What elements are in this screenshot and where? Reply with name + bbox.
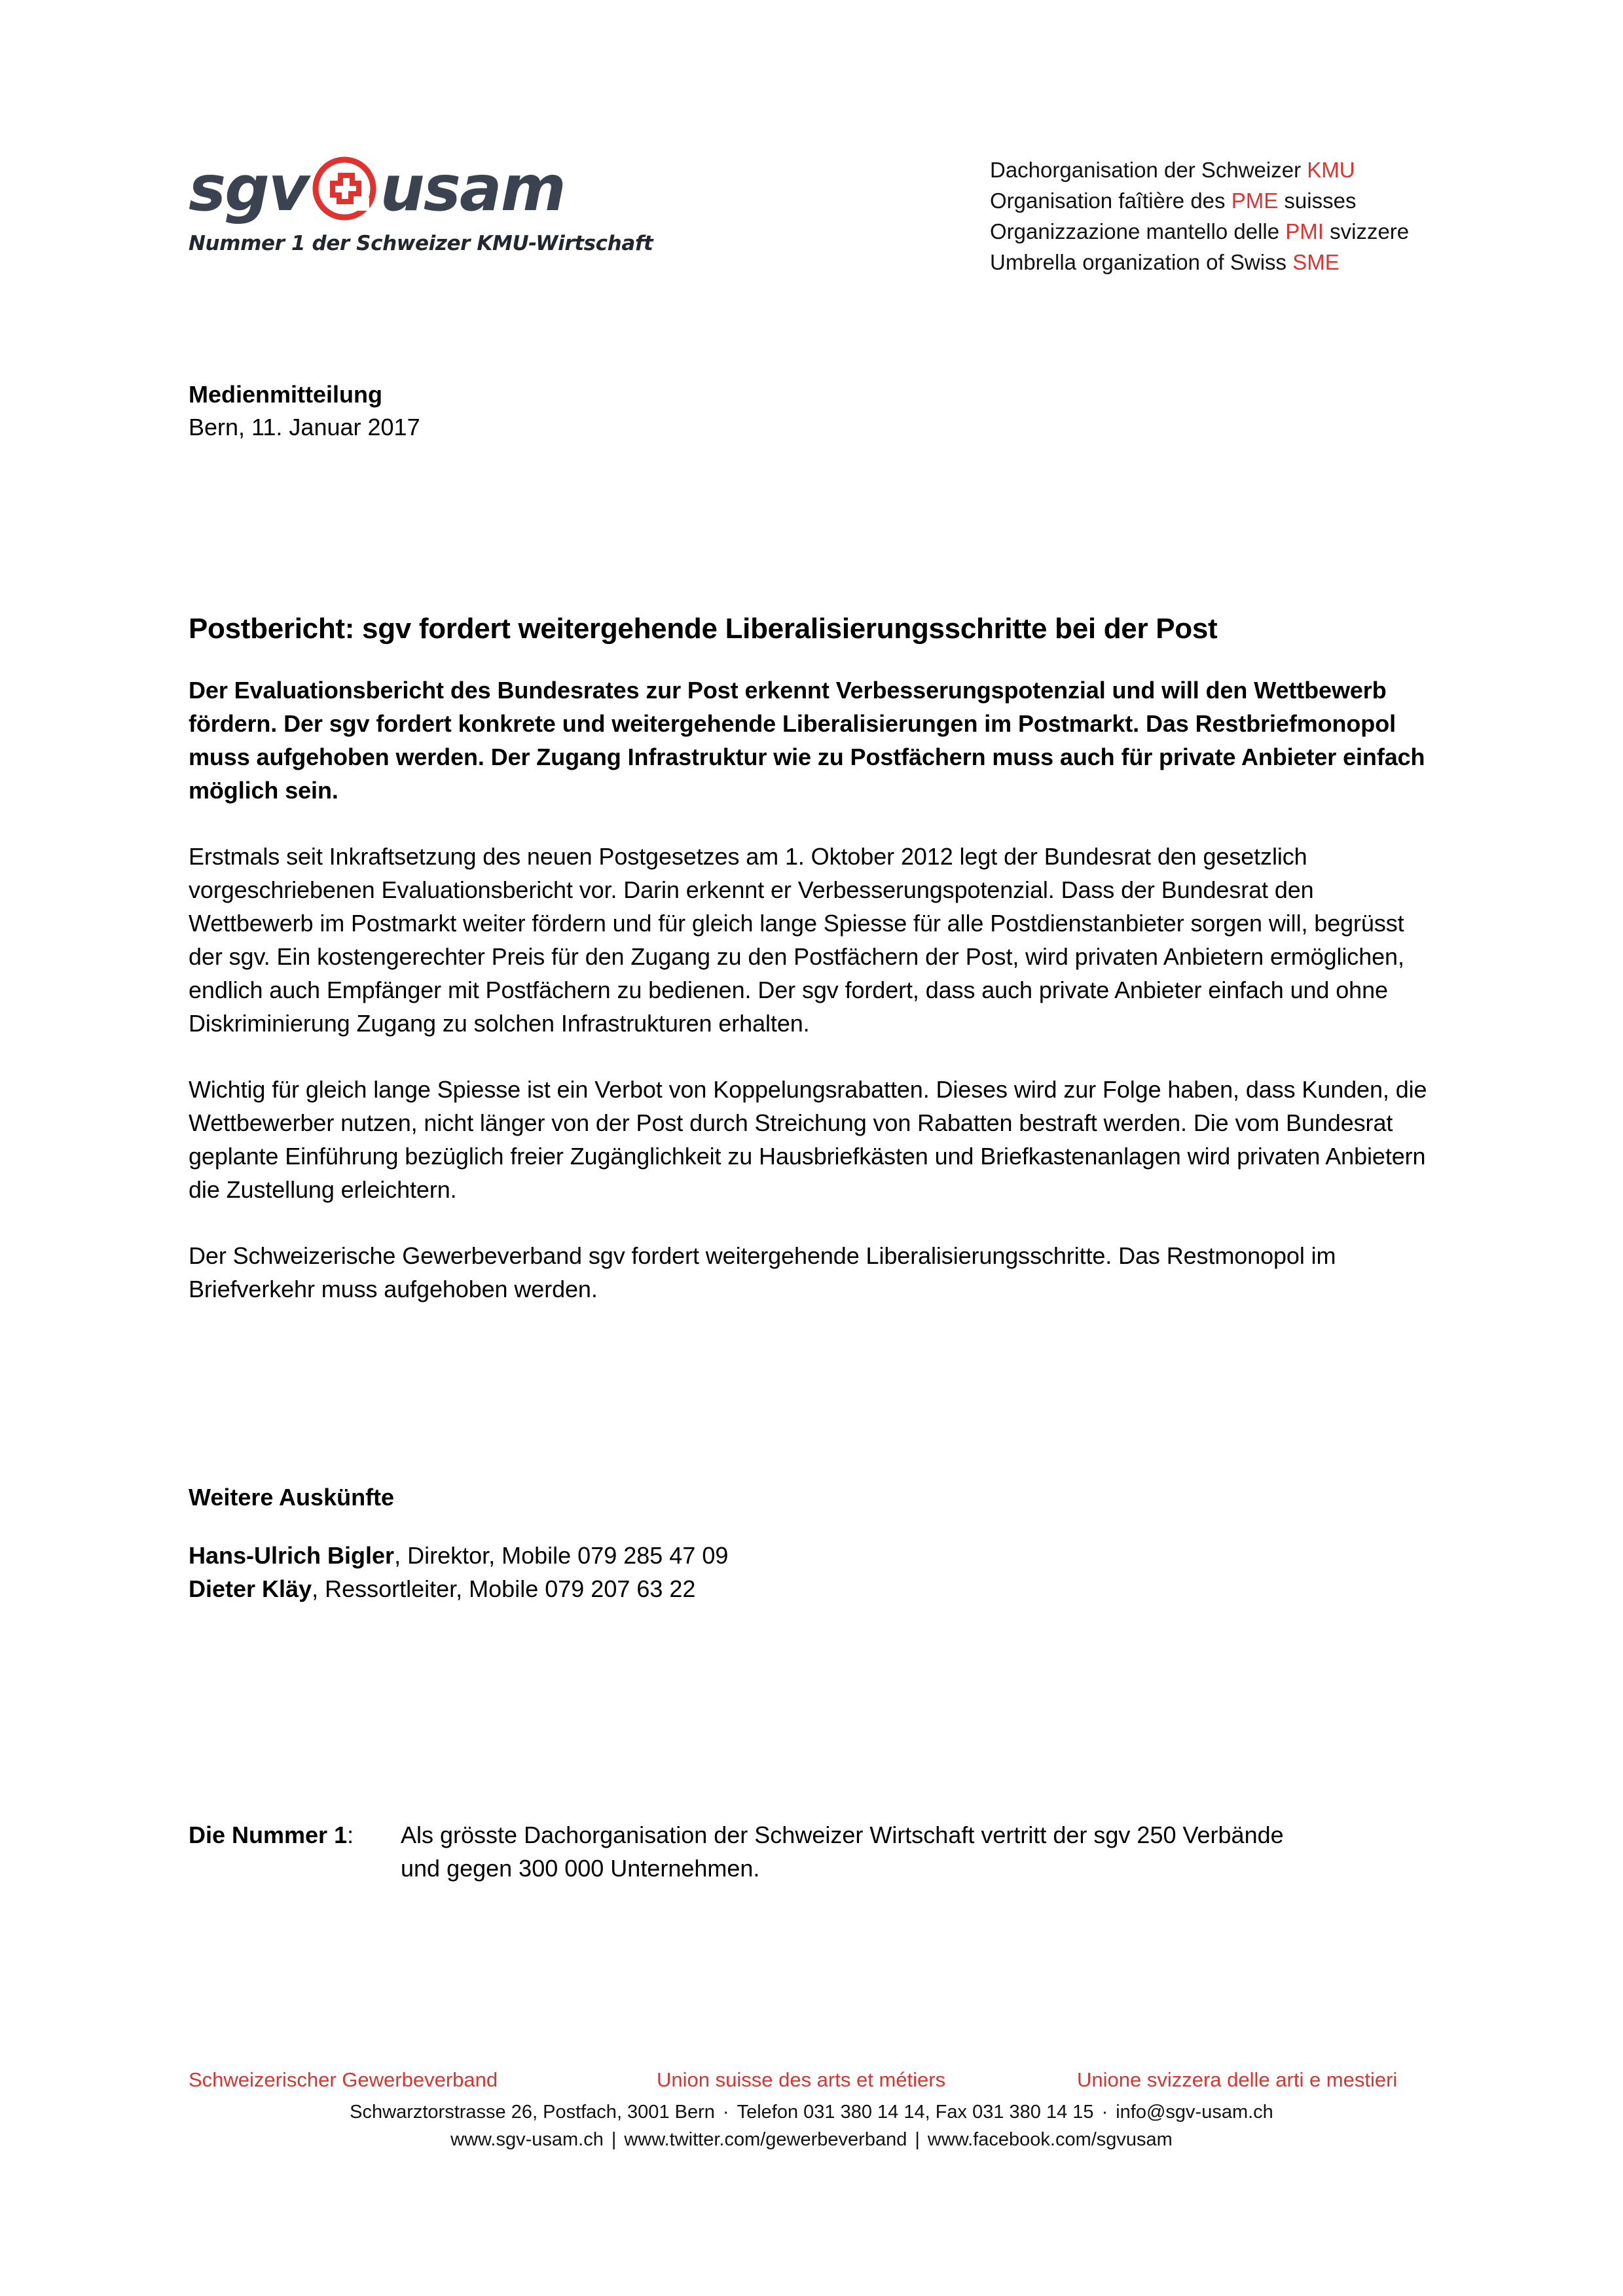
footer-address: Schwarztorstrasse 26, Postfach, 3001 Bern xyxy=(350,2102,715,2123)
footer-email[interactable]: info@sgv-usam.ch xyxy=(1116,2102,1273,2123)
footer-name-fr: Union suisse des arts et métiers xyxy=(657,2068,946,2091)
contact-section xyxy=(189,1480,728,1605)
footer-sep-2: · xyxy=(1101,2102,1108,2123)
logo-wordmark xyxy=(189,152,594,225)
contact-name-1: Hans-Ulrich Bigler xyxy=(189,1542,395,1569)
document-meta xyxy=(189,378,420,444)
article-paragraph-3: Der Schweizerische Gewerbeverband sgv fordert weitergehende Liberalisierungsschritte. Das Restmonopol im Briefverkehr muss aufgehoben werden. xyxy=(189,1242,1336,1302)
org-line-de: Dachorganisation der Schweizer KMU xyxy=(990,158,1355,182)
acronym-pme: PME xyxy=(1231,188,1279,213)
footer-name-de: Schweizerischer Gewerbeverband xyxy=(189,2068,498,2091)
place-date: Bern, 11. Januar 2017 xyxy=(189,414,420,440)
org-line-en: Umbrella organization of Swiss SME xyxy=(990,250,1340,274)
contact-name-2: Dieter Kläy xyxy=(189,1575,312,1602)
page-footer xyxy=(0,2068,1623,2153)
footer-links-line xyxy=(0,2126,1623,2153)
org-line-fr: Organisation faîtière des PME suisses xyxy=(990,188,1357,213)
footer-link-sep-2: | xyxy=(915,2129,920,2150)
sgv-usam-circle-logo xyxy=(310,154,378,223)
page-title: Postbericht: sgv fordert weitergehende Liberalisierungsschritte bei der Post xyxy=(189,613,1218,645)
logo-text-usam: usam xyxy=(380,152,565,225)
footer-sep-1: · xyxy=(722,2102,729,2123)
footer-org-names xyxy=(0,2068,1623,2098)
acronym-sme: SME xyxy=(1292,250,1340,274)
article-paragraph-2: Wichtig für gleich lange Spiesse ist ein Verbot von Koppelungsrabatten. Dieses wird zur Folge haben, dass Kunden, die Wettbewerber nutzen, nicht länger von der Post durch Streichung von Rabatten bestraft werden. Die vom Bundesrat geplante Einführung bezüglich freier Zugänglichkeit zu Hausbriefkästen und Briefkastenanlagen wird privaten Anbietern die Zustellung erleichtern. xyxy=(189,1076,1427,1203)
footer-link-website[interactable]: www.sgv-usam.ch xyxy=(450,2129,604,2150)
contact-person-2 xyxy=(189,1572,728,1605)
contact-heading: Weitere Auskünfte xyxy=(189,1484,395,1511)
boilerplate-block xyxy=(189,1818,1302,1885)
logo-tagline: Nummer 1 der Schweizer KMU-Wirtschaft xyxy=(189,232,653,255)
page-header xyxy=(0,0,1623,281)
acronym-kmu: KMU xyxy=(1307,158,1355,182)
boilerplate-label: Die Nummer 1: xyxy=(189,1821,354,1848)
document-type: Medienmitteilung xyxy=(189,381,382,408)
footer-link-sep-1: | xyxy=(611,2129,617,2150)
footer-link-twitter[interactable]: www.twitter.com/gewerbeverband xyxy=(624,2129,907,2150)
footer-phone: Telefon 031 380 14 14, Fax 031 380 14 15 xyxy=(737,2102,1094,2123)
contact-details-1: , Direktor, Mobile 079 285 47 09 xyxy=(394,1542,729,1569)
org-line-it: Organizzazione mantello delle PMI svizzere xyxy=(990,219,1410,243)
article-paragraph-1: Erstmals seit Inkraftsetzung des neuen Postgesetzes am 1. Oktober 2012 legt der Bundesrat den gesetzlich vorgeschriebenen Evaluationsbericht vor. Darin erkennt er Verbesserungspotenzial. Dass der Bundesrat den Wettbewerb im Postmarkt weiter fördern und für gleich lange Spiesse für alle Postdienstanbieter sorgen will, begrüsst der sgv. Ein kostengerechter Preis für den Zugang zu den Postfächern der Post, wird privaten Anbietern ermöglichen, endlich auch Empfänger mit Postfächern zu bedienen. Der sgv fordert, dass auch private Anbieter einfach und ohne Diskriminierung Zugang zu solchen Infrastrukturen erhalten. xyxy=(189,843,1404,1037)
logo-text-sgv: sgv xyxy=(189,152,308,225)
organization-languages xyxy=(990,154,1409,278)
sgv-usam-logo xyxy=(189,152,653,255)
contact-details-2: , Ressortleiter, Mobile 079 207 63 22 xyxy=(312,1575,696,1602)
acronym-pmi: PMI xyxy=(1285,219,1324,243)
article-content xyxy=(189,609,1438,1306)
boilerplate-text: Als grösste Dachorganisation der Schweizer Wirtschaft vertritt der sgv 250 Verbände und gegen 300 000 Unternehmen. xyxy=(401,1821,1284,1882)
article-lead: Der Evaluationsbericht des Bundesrates zur Post erkennt Verbesserungspotenzial und will den Wettbewerb fördern. Der sgv fordert konkrete und weitergehende Liberalisierungen im Postmarkt. Das Restbriefmonopol muss aufgehoben werden. Der Zugang Infrastruktur wie zu Postfächern muss auch für private Anbieter einfach möglich sein. xyxy=(189,677,1425,804)
footer-name-it: Unione svizzera delle arti e mestieri xyxy=(1077,2068,1398,2091)
contact-person-1 xyxy=(189,1539,728,1572)
footer-address-line xyxy=(0,2098,1623,2126)
footer-link-facebook[interactable]: www.facebook.com/sgvusam xyxy=(927,2129,1173,2150)
